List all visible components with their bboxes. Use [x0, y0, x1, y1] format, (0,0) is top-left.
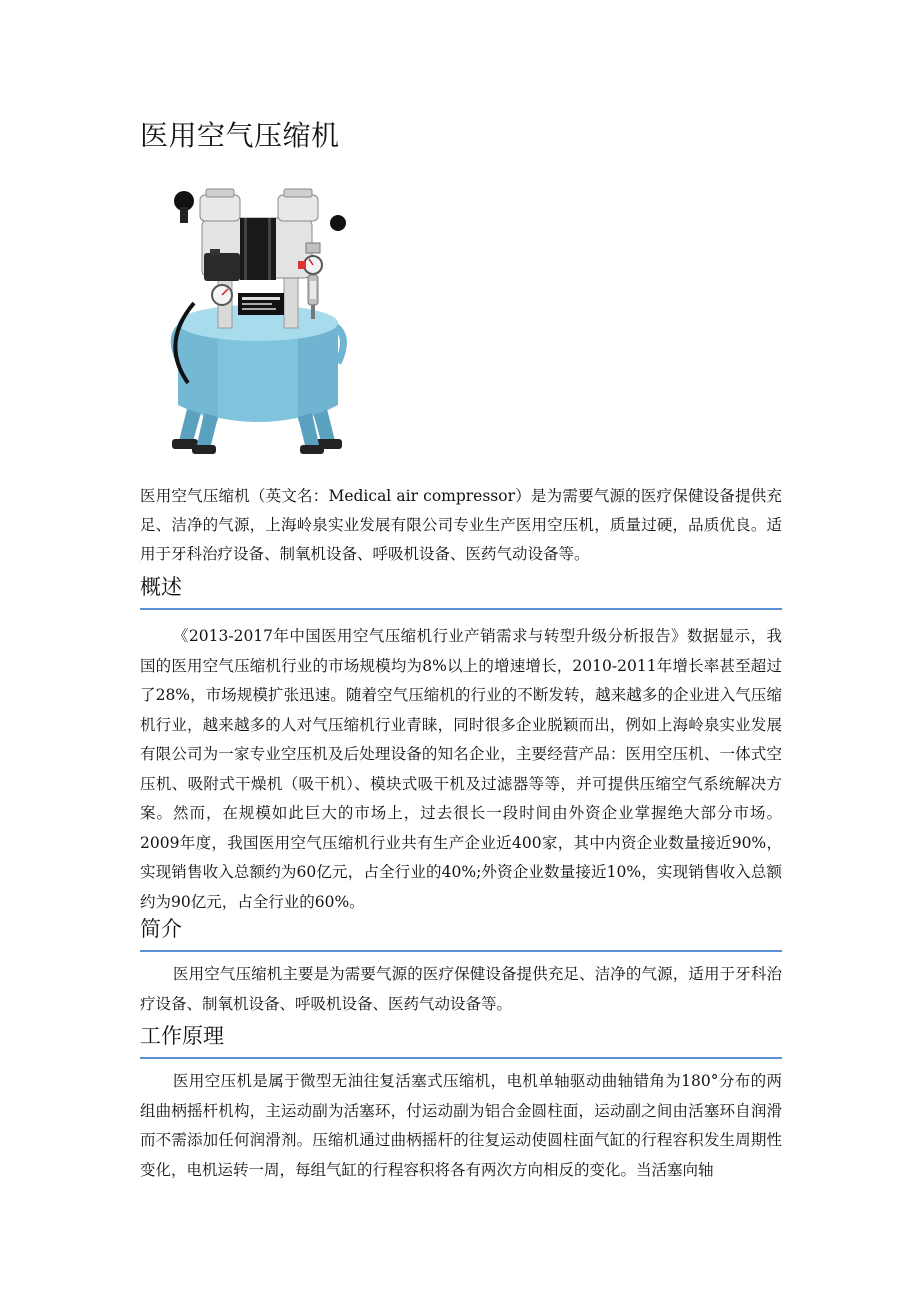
section-body-overview: 《2013-2017年中国医用空气压缩机行业产销需求与转型升级分析报告》数据显示，我国的医用空气压缩机行业的市场规模均为8%以上的增速增长，2010-2011年增长率甚至超过了28%，市场规模扩张迅速。随着空气压缩机的行业的不断发转，越来越多的企业进入气压缩机行业，越来越多的人对气压缩机行业青睐，同时很多企业脱颖而出，例如上海岭泉实业发展有限公司为一家专业空压机及后处理设备的知名企业，主要经营产品：医用空压机、一体式空压机、吸附式干燥机（吸干机）、模块式吸干机及过滤器等等，并可提供压缩空气系统解决方案。然而，在规模如此巨大的市场上，过去很长一段时间由外资企业掌握绝大部分市场。2009年度，我国医用空气压缩机行业共有生产企业近400家，其中内资企业数量接近90%，实现销售收入总额约为60亿元，占全行业的40%;外资企业数量接近10%，实现销售收入总额约为90亿元，占全行业的60%。	[140, 627, 782, 911]
air-compressor-image	[158, 183, 358, 455]
section-heading-overview: 概述	[140, 572, 782, 610]
section-body-introduction: 医用空气压缩机主要是为需要气源的医疗保健设备提供充足、洁净的气源，适用于牙科治疗设备、制氧机设备、呼吸机设备、医药气动设备等。	[140, 965, 782, 1013]
section-heading-working-principle: 工作原理	[140, 1021, 782, 1059]
page-title: 医用空气压缩机	[140, 119, 340, 152]
section-heading-introduction: 简介	[140, 914, 782, 952]
intro-paragraph: 医用空气压缩机（英文名：Medical air compressor）是为需要气源的医疗保健设备提供充足、洁净的气源，上海岭泉实业发展有限公司专业生产医用空压机，质量过硬，品质优良。适用于牙科治疗设备、制氧机设备、呼吸机设备、医药气动设备等。	[140, 487, 782, 563]
section-body-working-principle: 医用空压机是属于微型无油往复活塞式压缩机，电机单轴驱动曲轴错角为180°分布的两组曲柄摇杆机构，主运动副为活塞环，付运动副为铝合金圆柱面，运动副之间由活塞环自润滑而不需添加任何润滑剂。压缩机通过曲柄摇杆的往复运动使圆柱面气缸的行程容积发生周期性变化，电机运转一周，每组气缸的行程容积将各有两次方向相反的变化。当活塞向轴	[140, 1072, 782, 1179]
